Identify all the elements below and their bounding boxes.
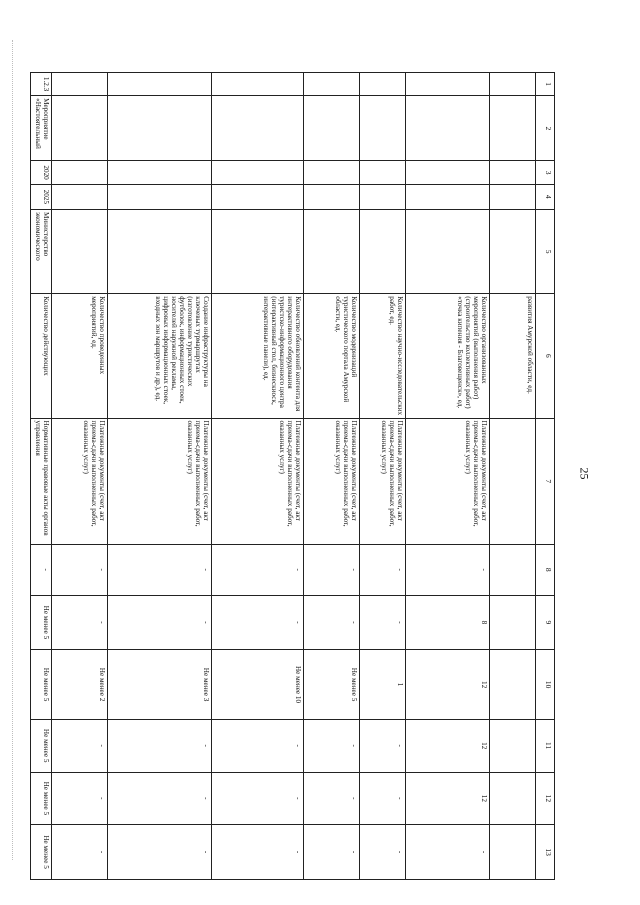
start-year-cell: 2020	[31, 161, 52, 184]
value-cell	[490, 719, 536, 772]
value-cell: -	[52, 595, 108, 650]
value-cell: -	[360, 595, 406, 650]
value-cell: -	[212, 825, 304, 880]
value-cell: -	[212, 772, 304, 825]
value-cell: Не менее 5	[304, 650, 360, 720]
cell	[212, 161, 304, 184]
col-number-4: 4	[536, 184, 555, 209]
cell	[360, 209, 406, 293]
cell	[490, 73, 536, 96]
indicators-table	[30, 72, 555, 880]
value-cell: -	[52, 772, 108, 825]
cell	[108, 73, 212, 96]
value-cell: -	[108, 825, 212, 880]
value-cell: Не менее 5	[31, 772, 52, 825]
value-cell: -	[52, 544, 108, 595]
cell	[108, 209, 212, 293]
cell	[108, 161, 212, 184]
value-cell: -	[304, 772, 360, 825]
value-cell: 12	[406, 719, 490, 772]
cell	[360, 73, 406, 96]
indicator-name-cell: Создание инфраструктуры на ключевых турмаршрутах (изготовление туристических футболок, информационных стоек, носителей наружной рекламы, цифровых информационных стоек, входных зон маршрутов и др.), ед.	[108, 294, 212, 418]
col-number-12: 12	[536, 772, 555, 825]
indicator-name-cell: Количество научно-исследовательских работ, ед.	[360, 294, 406, 418]
value-cell	[490, 650, 536, 720]
value-cell: -	[108, 595, 212, 650]
indicator-name-cell: Количество организованных мероприятий (выполнения работ) (строительство коллективных работ) «точка кипения - Благовещенск», ед.	[406, 294, 490, 418]
end-year-cell: 2025	[31, 184, 52, 209]
cell	[212, 184, 304, 209]
cell	[52, 209, 108, 293]
table-row	[31, 73, 52, 880]
source-cell: Платежные документы (счет, акт приема-сдачи выполненных работ, оказанных услуг)	[406, 418, 490, 544]
col-number-6: 6	[536, 294, 555, 418]
value-cell: -	[52, 719, 108, 772]
cell	[304, 96, 360, 161]
value-cell: -	[212, 544, 304, 595]
cell	[490, 161, 536, 184]
column-number-row	[536, 73, 555, 880]
indicator-name-cell: Количество действующих	[31, 294, 52, 418]
cell	[360, 161, 406, 184]
value-cell: -	[304, 825, 360, 880]
value-cell: 12	[406, 650, 490, 720]
cell	[212, 209, 304, 293]
indicator-name-cell: Количество проведенных мероприятий, ед.	[52, 294, 108, 418]
col-number-9: 9	[536, 595, 555, 650]
value-cell: 8	[406, 595, 490, 650]
cell	[490, 96, 536, 161]
cell	[108, 184, 212, 209]
cell	[406, 209, 490, 293]
source-cell: Платежные документы (счет, акт приема-сдачи выполненных работ, оказанных услуг)	[360, 418, 406, 544]
col-number-13: 13	[536, 825, 555, 880]
value-cell: -	[52, 825, 108, 880]
table-row	[490, 73, 536, 880]
page-number: 25	[577, 467, 592, 480]
cell	[406, 73, 490, 96]
value-cell: -	[108, 719, 212, 772]
value-cell: -	[360, 544, 406, 595]
value-cell: -	[360, 719, 406, 772]
value-cell: Не менее 3	[108, 650, 212, 720]
value-cell: 1	[360, 650, 406, 720]
cell	[406, 184, 490, 209]
executor-cell: Министерство экономического	[31, 209, 52, 293]
col-number-2: 2	[536, 96, 555, 161]
source-cell: Платежные документы (счет, акт приема-сдачи выполненных работ, оказанных услуг)	[212, 418, 304, 544]
cell	[52, 161, 108, 184]
table-row	[406, 73, 490, 880]
value-cell: -	[304, 719, 360, 772]
value-cell: -	[406, 825, 490, 880]
col-number-10: 10	[536, 650, 555, 720]
cell	[108, 96, 212, 161]
value-cell: Не менее 5	[31, 595, 52, 650]
table-row	[304, 73, 360, 880]
table-row	[108, 73, 212, 880]
col-number-3: 3	[536, 161, 555, 184]
table-row	[52, 73, 108, 880]
cell	[52, 96, 108, 161]
col-number-8: 8	[536, 544, 555, 595]
col-number-7: 7	[536, 418, 555, 544]
value-cell: -	[360, 825, 406, 880]
value-cell: -	[108, 772, 212, 825]
cell	[360, 96, 406, 161]
source-cell	[490, 418, 536, 544]
col-number-11: 11	[536, 719, 555, 772]
value-cell: Не менее 5	[31, 719, 52, 772]
value-cell	[490, 825, 536, 880]
cell	[304, 73, 360, 96]
value-cell: Не менее 5	[31, 650, 52, 720]
value-cell	[490, 772, 536, 825]
activity-name-cell: Мероприятие «Настоятельный	[31, 96, 52, 161]
cell	[304, 161, 360, 184]
cell	[52, 184, 108, 209]
table-row	[360, 73, 406, 880]
row-number-cell: 1.2.3	[31, 73, 52, 96]
cell	[490, 184, 536, 209]
cell	[406, 96, 490, 161]
cell	[52, 73, 108, 96]
table-row	[212, 73, 304, 880]
indicator-name-cell: Количество обновлений контента для интерактивного оборудования туристско-информационного центра (интерактивный стол, бизнескиоск, интерактивные панели), ед.	[212, 294, 304, 418]
cell	[212, 73, 304, 96]
col-number-5: 5	[536, 209, 555, 293]
value-cell	[490, 544, 536, 595]
value-cell: -	[360, 772, 406, 825]
page-edge-dotted-line	[12, 40, 14, 860]
cell	[304, 209, 360, 293]
value-cell: -	[212, 719, 304, 772]
cell	[212, 96, 304, 161]
value-cell	[490, 595, 536, 650]
value-cell: Не менее 5	[31, 825, 52, 880]
value-cell: -	[304, 595, 360, 650]
cell	[406, 161, 490, 184]
value-cell: 12	[406, 772, 490, 825]
source-cell: Платежные документы (счет, акт приема-сдачи выполненных работ, оказанных услуг)	[304, 418, 360, 544]
cell	[304, 184, 360, 209]
source-cell: Платежные документы (счет, акт приема-сдачи выполненных работ, оказанных услуг)	[108, 418, 212, 544]
source-cell: Платежные документы (счет, акт приема-сдачи выполненных работ, оказанных услуг)	[52, 418, 108, 544]
source-cell: Нормативные правовые акты органов управления	[31, 418, 52, 544]
value-cell: -	[304, 544, 360, 595]
value-cell: -	[406, 544, 490, 595]
value-cell: -	[212, 595, 304, 650]
cell	[360, 184, 406, 209]
value-cell: Не менее 2	[52, 650, 108, 720]
value-cell: -	[31, 544, 52, 595]
value-cell: Не менее 10	[212, 650, 304, 720]
indicator-name-cell: развития Амурской области, ед.	[490, 294, 536, 418]
indicator-name-cell: Количество модернизаций туристического портала Амурской области, ед.	[304, 294, 360, 418]
cell	[490, 209, 536, 293]
value-cell: -	[108, 544, 212, 595]
rotated-table-container	[35, 72, 555, 880]
col-number-1: 1	[536, 73, 555, 96]
